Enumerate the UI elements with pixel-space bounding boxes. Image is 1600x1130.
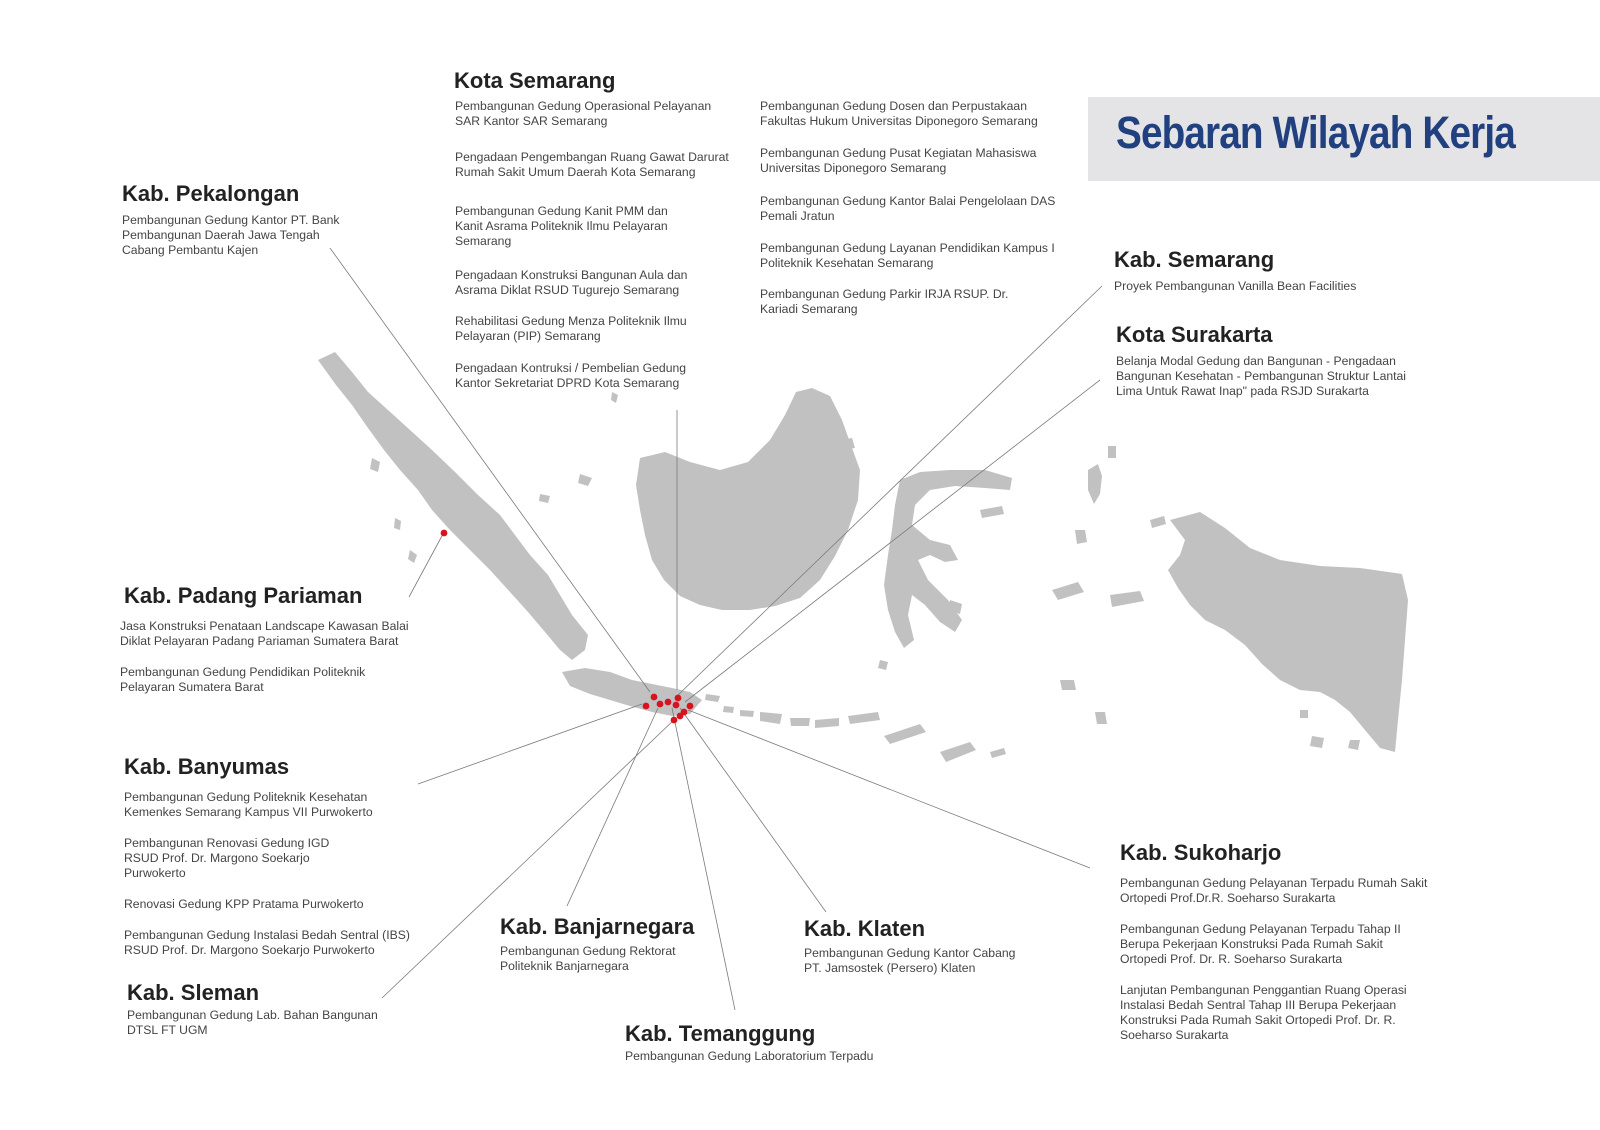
page-title: Sebaran Wilayah Kerja xyxy=(1116,107,1515,158)
region-kab-banjarnegara xyxy=(500,914,730,974)
region-title: Kab. Semarang xyxy=(1114,247,1275,272)
region-kota-semarang xyxy=(454,68,615,100)
region-kab-semarang xyxy=(1114,247,1414,294)
project-item: Pengadaan Pengembangan Ruang Gawat Darurat Rumah Sakit Umum Daerah Kota Semarang xyxy=(455,150,729,179)
project-item: Pembangunan Gedung Dosen dan Perpustakaan Fakultas Hukum Universitas Diponegoro Semarang xyxy=(760,99,1038,128)
region-kab-temanggung xyxy=(625,1021,925,1064)
region-kab-klaten xyxy=(804,916,1044,976)
project-item: Pembangunan Gedung Layanan Pendidikan Kampus I Politeknik Kesehatan Semarang xyxy=(760,241,1055,270)
region-title: Kab. Banyumas xyxy=(124,754,290,779)
project-item: Pengadaan Konstruksi Bangunan Aula dan Asrama Diklat RSUD Tugurejo Semarang xyxy=(455,268,688,297)
marker-pekalongan xyxy=(651,694,658,701)
region-kab-banyumas xyxy=(124,754,424,958)
project-item: Pengadaan Kontruksi / Pembelian Gedung Kantor Sekretariat DPRD Kota Semarang xyxy=(455,361,687,390)
project-item: Lanjutan Pembangunan Penggantian Ruang Operasi Instalasi Bedah Sentral Tahap III Berupa Pekerjaan Konstruksi Pada Rumah Sakit Ortopedi Prof. Dr. R. Soeharso Surakarta xyxy=(1120,983,1407,1042)
leader-line-kab-klaten xyxy=(680,708,826,912)
project-item: Pembangunan Gedung Pelayanan Terpadu Tahap II Berupa Pekerjaan Konstruksi Pada Rumah Sakit Ortopedi Prof. Dr. R. Soeharso Surakarta xyxy=(1120,922,1401,966)
project-item: Pembangunan Gedung Operasional Pelayanan SAR Kantor SAR Semarang xyxy=(455,99,712,128)
region-title: Kab. Padang Pariaman xyxy=(124,583,363,608)
marker-banjarnegara xyxy=(657,701,664,708)
project-item: Pembangunan Gedung Kantor PT. Bank Pembangunan Daerah Jawa Tengah Cabang Pembantu Kajen xyxy=(122,213,340,257)
region-kab-padang-pariaman xyxy=(120,583,420,695)
region-kab-sukoharjo xyxy=(1120,840,1450,1043)
region-title: Kab. Sukoharjo xyxy=(1120,840,1282,865)
landmass xyxy=(318,352,1408,762)
marker-temanggung xyxy=(665,699,672,706)
marker-banyumas xyxy=(643,703,650,710)
region-kota-surakarta xyxy=(1116,322,1416,399)
region-title: Kab. Banjarnegara xyxy=(500,914,695,939)
marker-kota-semarang xyxy=(675,695,682,702)
leader-line-kab-banjarnegara xyxy=(567,708,658,906)
project-item: Pembangunan Gedung Kantor Cabang PT. Jamsostek (Persero) Klaten xyxy=(804,946,1016,975)
project-item: Pembangunan Gedung Politeknik Kesehatan Kemenkes Semarang Kampus VII Purwokerto xyxy=(124,790,373,819)
leader-line-kab-banyumas xyxy=(418,704,642,784)
leader-lines xyxy=(330,248,1102,1010)
project-item: Pembangunan Gedung Laboratorium Terpadu xyxy=(625,1049,874,1063)
region-title: Kab. Klaten xyxy=(804,916,926,941)
region-kab-pekalongan xyxy=(122,181,362,258)
project-item: Jasa Konstruksi Penataan Landscape Kawasan Balai Diklat Pelayaran Padang Pariaman Sumatera Barat xyxy=(120,619,409,648)
project-item: Pembangunan Gedung Kantor Balai Pengelolaan DAS Pemali Jratun xyxy=(760,194,1056,223)
region-title: Kota Surakarta xyxy=(1116,322,1273,347)
project-item: Renovasi Gedung KPP Pratama Purwokerto xyxy=(124,897,364,911)
project-item: Proyek Pembangunan Vanilla Bean Facilities xyxy=(1114,279,1357,293)
marker-kab-semarang xyxy=(673,702,680,709)
project-item: Pembangunan Gedung Instalasi Bedah Sentral (IBS) RSUD Prof. Dr. Margono Soekarjo Purwokerto xyxy=(124,928,410,957)
marker-kota-surakarta xyxy=(687,703,694,710)
region-kab-sleman xyxy=(127,980,407,1038)
project-item: Pembangunan Gedung Pusat Kegiatan Mahasiswa Universitas Diponegoro Semarang xyxy=(760,146,1037,175)
marker-sleman xyxy=(671,717,678,724)
marker-padang-pariaman xyxy=(441,530,448,537)
project-item: Pembangunan Gedung Pendidikan Politeknik Pelayaran Sumatera Barat xyxy=(120,665,366,694)
leader-line-kab-sukoharjo xyxy=(688,710,1090,868)
marker-klaten xyxy=(677,713,684,720)
project-item: Pembangunan Renovasi Gedung IGD RSUD Prof. Dr. Margono Soekarjo Purwokerto xyxy=(124,836,330,880)
region-title: Kab. Temanggung xyxy=(625,1021,816,1046)
project-item: Belanja Modal Gedung dan Bangunan - Pengadaan Bangunan Kesehatan - Pembangunan Struktur Lantai Lima Untuk Rawat Inap" pada RSJD Surakarta xyxy=(1116,354,1407,398)
project-item: Pembangunan Gedung Kanit PMM dan Kanit Asrama Politeknik Ilmu Pelayaran Semarang xyxy=(455,204,668,248)
project-item: Pembangunan Gedung Pelayanan Terpadu Rumah Sakit Ortopedi Prof.Dr.R. Soeharso Surakarta xyxy=(1120,876,1428,905)
project-item: Pembangunan Gedung Parkir IRJA RSUP. Dr. Kariadi Semarang xyxy=(760,287,1009,316)
region-title: Kab. Sleman xyxy=(127,980,260,1005)
project-item: Pembangunan Gedung Lab. Bahan Bangunan DTSL FT UGM xyxy=(127,1008,378,1037)
island-sulawesi xyxy=(884,470,1012,648)
region-title: Kota Semarang xyxy=(454,68,616,93)
island-papua xyxy=(1168,512,1408,752)
island-kalimantan xyxy=(636,388,860,610)
region-title: Kab. Pekalongan xyxy=(122,181,300,206)
project-item: Pembangunan Gedung Rektorat Politeknik Banjarnegara xyxy=(500,944,676,973)
title-banner xyxy=(1088,97,1600,181)
project-item: Rehabilitasi Gedung Menza Politeknik Ilmu Pelayaran (PIP) Semarang xyxy=(455,314,687,343)
